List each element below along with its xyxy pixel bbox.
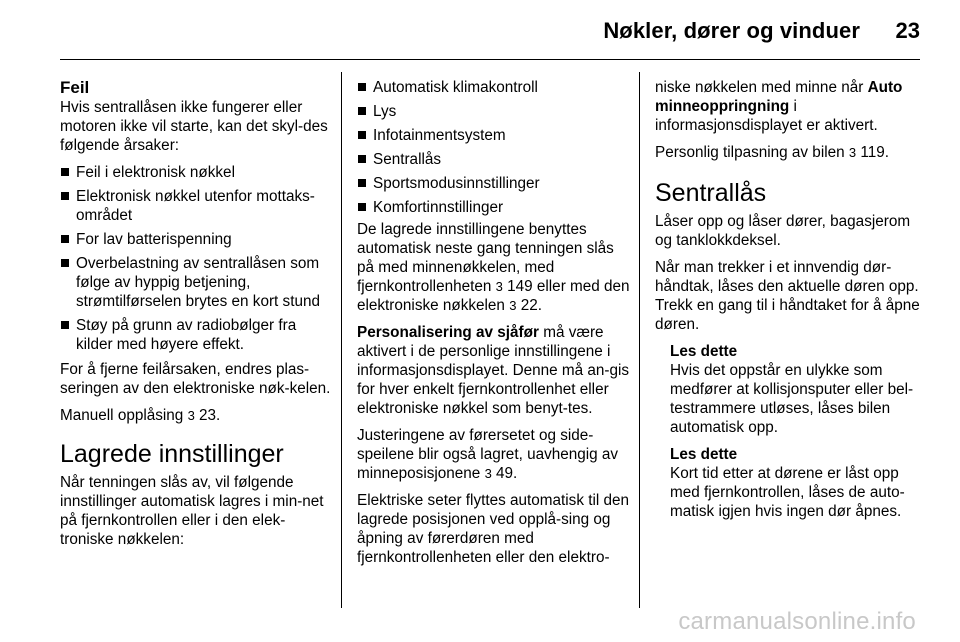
vehicle-personalisation-ref[interactable]: 119. bbox=[860, 144, 890, 161]
feil-heading: Feil bbox=[60, 78, 90, 97]
header-divider bbox=[60, 59, 920, 60]
auto-memory-paragraph bbox=[655, 78, 922, 135]
stored-settings-ref-b[interactable]: 22. bbox=[520, 297, 542, 314]
list-item: Lys bbox=[357, 102, 631, 121]
list-item: Støy på grunn av radiobølger fra kilder med høyere effekt. bbox=[60, 316, 332, 354]
feil-intro: Hvis sentrallåsen ikke fungerer eller motoren ikke vil starte, kan det skyl-des følgende årsaker: bbox=[60, 99, 328, 154]
page-header-title: Nøkler, dører og vinduer bbox=[603, 18, 860, 43]
note-box-2 bbox=[655, 445, 922, 521]
list-item: Komfortinnstillinger bbox=[357, 198, 631, 217]
note-text: Kort tid etter at dørene er låst opp med fjernkontrollen, låses de auto-matisk igjen hvis ingen dør åpnes. bbox=[670, 465, 905, 520]
reference-arrow-icon: 3 bbox=[187, 408, 195, 423]
adjustments-ref[interactable]: 49. bbox=[496, 465, 518, 482]
column-1 bbox=[60, 78, 332, 557]
sentrallas-intro: Låser opp og låser dører, bagasjerom og tanklokkdeksel. bbox=[655, 213, 911, 249]
note-box-1 bbox=[655, 342, 922, 437]
column-divider-2 bbox=[639, 72, 640, 608]
reference-arrow-icon: 3 bbox=[484, 466, 492, 481]
auto-memory-text-b: i informasjonsdisplayet er aktivert. bbox=[655, 98, 878, 134]
auto-memory-text-a: niske nøkkelen med minne når bbox=[655, 79, 864, 96]
lagrede-heading: Lagrede innstillinger bbox=[60, 440, 284, 468]
personalisation-term: Personalisering av sjåfør bbox=[357, 324, 539, 341]
reference-arrow-icon: 3 bbox=[509, 298, 517, 313]
watermark: carmanualsonline.info bbox=[678, 608, 916, 635]
list-item: Automatisk klimakontroll bbox=[357, 78, 631, 97]
list-item: Feil i elektronisk nøkkel bbox=[60, 163, 332, 182]
personalisation-paragraph bbox=[357, 323, 631, 418]
manual-unlock-paragraph bbox=[60, 406, 332, 425]
vehicle-personalisation-paragraph bbox=[655, 143, 922, 162]
lagrede-intro: Når tenningen slås av, vil følgende innstillinger automatisk lagres i min-net på fjernkontrollen eller i den elek-troniske nøkkelen: bbox=[60, 474, 324, 548]
stored-settings-ref-a[interactable]: 149 eller med bbox=[507, 278, 600, 295]
note-label: Les dette bbox=[670, 446, 738, 463]
stored-settings-text-a: De lagrede innstillingene benyttes automatisk neste gang tenningen slås på med minnenøkkelen, med fjernkontrollenheten bbox=[357, 221, 614, 295]
list-item: Overbelastning av sentrallåsen som følge av hyppig betjening, strømtilførselen brytes en kort stund bbox=[60, 254, 332, 311]
fix-paragraph: For å fjerne feilårsaken, endres plas-seringen av den elektroniske nøk-kelen. bbox=[60, 361, 331, 397]
list-item: Infotainmentsystem bbox=[357, 126, 631, 145]
causes-list bbox=[60, 163, 332, 354]
column-3 bbox=[655, 78, 922, 529]
note-text: Hvis det oppstår en ulykke som medfører at kollisjonsputer eller bel-testrammere utløses, låses bilen automatisk opp. bbox=[670, 362, 914, 436]
manual-unlock-text: Manuell opplåsing bbox=[60, 407, 184, 424]
page-number: 23 bbox=[895, 18, 920, 43]
stored-settings-paragraph bbox=[357, 220, 631, 315]
reference-arrow-icon: 3 bbox=[495, 279, 503, 294]
list-item: Elektronisk nøkkel utenfor mottaks-området bbox=[60, 187, 332, 225]
list-item: For lav batterispenning bbox=[60, 230, 332, 249]
note-label: Les dette bbox=[670, 343, 738, 360]
vehicle-personalisation-text: Personlig tilpasning av bilen bbox=[655, 144, 845, 161]
personalisation-text: må være aktivert i de personlige innstillingene i informasjonsdisplayet. Denne må an-gis for hver enkelt fjernkontrollenhet eller elektroniske nøkkel som benyt-tes. bbox=[357, 324, 630, 417]
list-item: Sportsmodusinnstillinger bbox=[357, 174, 631, 193]
auto-memory-term: Auto minneoppringning bbox=[655, 79, 903, 115]
column-2 bbox=[357, 78, 631, 575]
column-divider-1 bbox=[341, 72, 342, 608]
adjustments-text: Justeringene av førersetet og side-speilene blir også lagret, uavhengig av minneposisjonene bbox=[357, 427, 619, 482]
manual-unlock-ref[interactable]: 23. bbox=[199, 407, 221, 424]
stored-settings-text-b: den elektroniske nøkkelen bbox=[357, 278, 630, 314]
electric-seats-paragraph: Elektriske seter flyttes automatisk til den lagrede posisjonen ved opplå-sing og åpning av førerdøren med fjernkontrollenheten eller den elektro- bbox=[357, 492, 630, 566]
reference-arrow-icon: 3 bbox=[848, 145, 857, 160]
adjustments-paragraph bbox=[357, 426, 631, 483]
list-item: Sentrallås bbox=[357, 150, 631, 169]
sentrallas-heading: Sentrallås bbox=[655, 179, 767, 207]
door-handle-paragraph: Når man trekker i et innvendig dør-håndtak, låses den aktuelle døren opp. Trekk en gang til i håndtaket for å åpne døren. bbox=[655, 259, 920, 333]
settings-list bbox=[357, 78, 631, 217]
